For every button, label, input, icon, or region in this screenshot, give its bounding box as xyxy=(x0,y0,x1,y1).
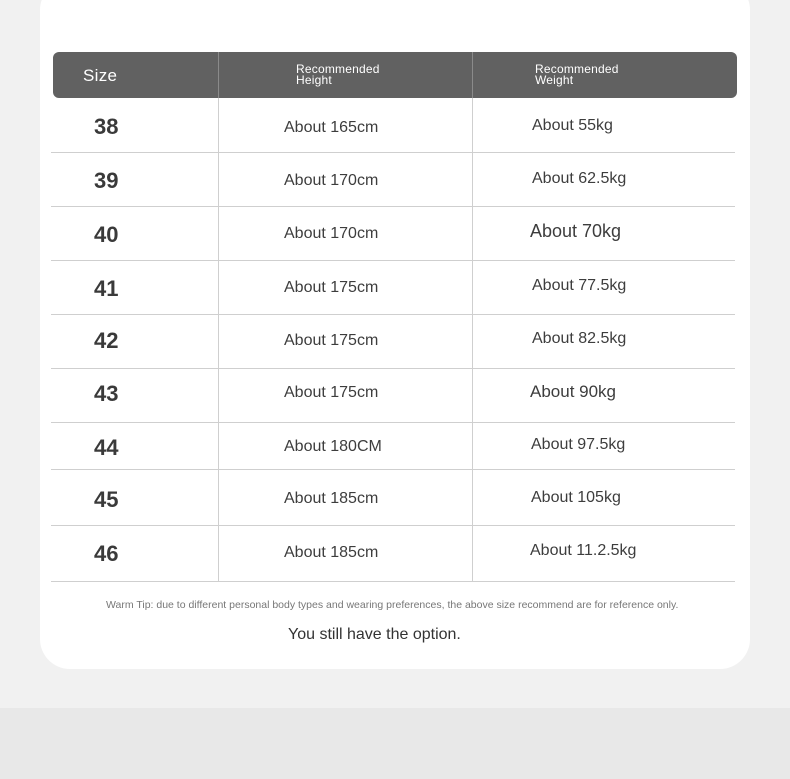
size-value: 42 xyxy=(94,328,119,353)
table-row xyxy=(51,470,735,526)
table-row xyxy=(51,526,735,582)
height-value: About 185cm xyxy=(284,490,379,507)
height-value: About 175cm xyxy=(284,279,379,296)
height-value: About 180CM xyxy=(284,438,382,455)
weight-value: About 70kg xyxy=(530,221,622,241)
table-row xyxy=(51,261,735,315)
header-weight-cell xyxy=(472,52,738,98)
size-value: 41 xyxy=(94,276,119,301)
header-height-line1: Recommended xyxy=(296,62,380,76)
weight-value: About 55kg xyxy=(532,117,613,134)
size-value: 40 xyxy=(94,222,119,247)
size-value: 46 xyxy=(94,541,119,566)
size-value: 45 xyxy=(94,487,119,512)
height-value: About 185cm xyxy=(284,544,379,561)
table-row xyxy=(51,98,735,153)
height-value: About 165cm xyxy=(284,119,379,136)
weight-value: About 105kg xyxy=(531,489,621,506)
header-weight xyxy=(535,64,619,86)
warm-tip: Warm Tip: due to different personal body types and wearing preferences, the above size recommend are for reference only. xyxy=(106,599,679,611)
header-size-cell xyxy=(53,52,218,98)
table-row xyxy=(51,369,735,423)
weight-value: About 97.5kg xyxy=(531,436,626,453)
size-value: 38 xyxy=(94,114,119,139)
table-row xyxy=(51,207,735,261)
weight-value: About 82.5kg xyxy=(532,330,627,347)
size-value: 43 xyxy=(94,381,119,406)
option-note: You still have the option. xyxy=(288,626,461,643)
bottom-band xyxy=(0,708,790,779)
table-row xyxy=(51,315,735,369)
size-table xyxy=(51,52,735,582)
height-value: About 170cm xyxy=(284,172,379,189)
weight-value: About 11.2.5kg xyxy=(530,542,637,559)
header-size: Size xyxy=(83,66,118,85)
weight-value: About 62.5kg xyxy=(532,170,627,187)
table-header xyxy=(53,52,737,98)
weight-value: About 77.5kg xyxy=(532,277,627,294)
header-height-cell xyxy=(218,52,473,98)
header-height-line2: Height xyxy=(296,73,332,87)
height-value: About 175cm xyxy=(284,384,379,401)
height-value: About 175cm xyxy=(284,332,379,349)
header-weight-line1: Recommended xyxy=(535,62,619,76)
weight-value: About 90kg xyxy=(530,382,617,401)
header-weight-line2: Weight xyxy=(535,73,574,87)
table-row xyxy=(51,423,735,470)
header-height xyxy=(296,64,380,86)
size-value: 44 xyxy=(94,435,119,460)
size-value: 39 xyxy=(94,168,119,193)
height-value: About 170cm xyxy=(284,225,379,242)
table-row xyxy=(51,153,735,207)
